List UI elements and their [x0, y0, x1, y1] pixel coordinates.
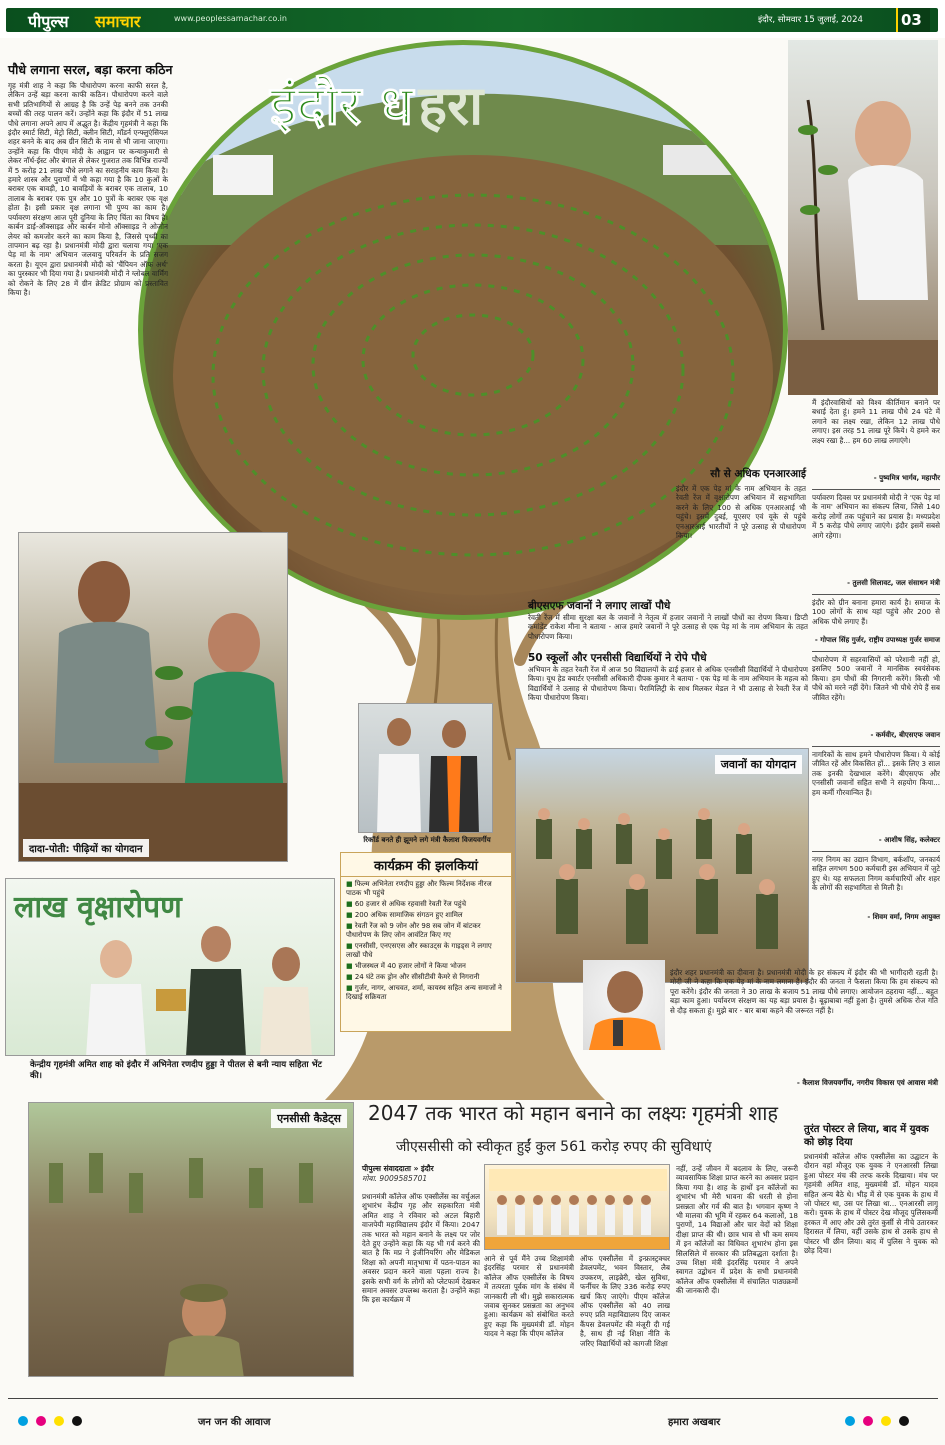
shah-hooda-caption: केन्द्रीय गृहमंत्री अमित शाह को इंदौर में अभिनेता रणदीप हुड्डा ने पीतल से बनी न्याय सहिता भेंट की।	[30, 1060, 322, 1081]
quote-author: - गोपाल सिंह गुर्जर, राष्ट्रीय उपाध्यक्ष गुर्जर समाज	[814, 636, 940, 644]
color-dot	[36, 1416, 46, 1426]
poster-story-headline: तुरंत पोस्टर ले लिया, बाद में युवक को छोड़ दिया	[804, 1124, 929, 1148]
quote-text: नागरिकों के साथ हमने पौधारोपण किया। ये कोई जीवित रहें और विकसित हों... इसके लिए 3 साल तक इनकी देखभाल करेंगे। बीएसएफ और एनसीसी जवानों सहित सभी ने सहयोग किया... हम कर्मी गौरवान्वित हैं।	[812, 750, 940, 797]
main-subheadline: जीएससीसी को स्वीकृत हुईं कुल 561 करोड़ रुपए की सुविधाएं	[396, 1139, 712, 1155]
nri-headline: सौ से अधिक एनआरआई	[710, 468, 806, 480]
bsf-body: रेवती रेंज में सीमा सुरक्षा बल के जवानों ने नेतृत्व में हजार जवानों ने लाखों पौधों का रोपण किया। डिप्टी कमांडेंट राकेश मीना ने बताया - आज हमारे जवानों ने पूरे उत्साह से एक पेड़ मां के नाम अभियान के तहत पौधारोपण किया।	[528, 613, 808, 641]
main-byline-block	[362, 1164, 480, 1184]
jawans-caption: जवानों का योगदान	[715, 755, 802, 774]
highlight-item: ■ रेवती रेंज को 9 जोन और 98 सब जोन में बांटकर पौधारोपण के लिए जोन आवंटित किए गए	[346, 922, 481, 939]
byline-sep: »	[413, 1164, 419, 1173]
ncc-cadets-caption: एनसीसी कैडेट्स	[271, 1109, 347, 1128]
quote-text: पर्यावरण दिवस पर प्रधानमंत्री मोदी ने 'एक पेड़ मां के नाम' अभियान का संकल्प लिया, जिसे 140 करोड़ लोगों तक पहुंचाने का प्रयास है। मध्यप्रदेश में 5 करोड़ पौधे लगाए जाएंगे। इंदौर इसमें सबसे आगे रहेगा।	[812, 493, 940, 540]
vijayvargiya-quote	[670, 968, 938, 1066]
footer-color-bar-right	[845, 1416, 935, 1428]
main-col-2: आने से पूर्व मैंने उच्च शिक्षामंत्री इंदरसिंह परमार से प्रधानमंत्री कॉलेज ऑफ एक्सीलेंस के विषय में तत्परता पूर्वक मांग के संबंध में जानकारी ली थी। मुझे सकारात्मक जवाब सुनकर प्रसन्नता का अनुभव हुआ। कार्यक्रम को संबोधित करते हुए कहा कि मुख्यमंत्री डॉ. मोहन यादव ने कहा कि पीएम कॉलेज	[484, 1254, 574, 1339]
bsf-box	[528, 600, 808, 650]
quote-text: मैं इंदौरवासियों को विश्व कीर्तिमान बनाने पर बधाई देता हूं। हमने 11 लाख पौधे 24 घंटे में लगाने का लक्ष्य रखा, लेकिन 12 लाख पौधे लगाए। इस तरह 51 लाख पूरे किये। ये हमने कर लक्ष्य रखा है... हम 60 लाख लगाएंगे।	[812, 398, 940, 445]
poster-story-body: प्रधानमंत्री कॉलेज ऑफ एक्सीलेंस का उद्घाटन के दौरान वहां मौजूद एक युवक ने एनआरसी लिखा हुआ पोस्टर मंच की तरफ करके दिखाया। मंच पर गृहमंत्री अमित शाह, मुख्यमंत्री डॉ. मोहन यादव सहित अन्य बैठे थे। भीड़ में से एक युवक के हाथ में जो पोस्टर था, उस पर लिखा था... एनआरसी लागू करो। युवक के हाथ में पोस्टर देख मौजूद पुलिसकर्मी हरकत में आए और उसे तुरंत कुर्सी से नीचे उतारकर हिरासत में लिया, वहीं उसके हाथ से उसके हाथ से पोस्टर भी छीन लिया। बाद में पुलिस ने युवक को छोड़ दिया।	[804, 1152, 938, 1256]
gscc-event-photo	[484, 1164, 670, 1250]
vijayvargiya-author: - कैलाश विजयवर्गीय, नगरीय विकास एवं आवास मंत्री	[796, 1078, 938, 1087]
nri-box	[676, 468, 806, 598]
quote-text: इंदौर को ग्रीन बनाना हमारा कार्य है। समाज के 100 लोगों के साथ यहां पहुंचे और 200 से अधिक पौधे लगाए हैं।	[812, 598, 940, 626]
right-quotes-column	[812, 398, 940, 1018]
masthead	[0, 0, 945, 38]
hero-title-part1: इंदौर ध	[270, 74, 414, 137]
highlight-item: ■ 200 अधिक सामाजिक संगठन हुए शामिल	[346, 911, 463, 919]
main-col-1: प्रधानमंत्री कॉलेज ऑफ एक्सीलेंस का वर्चुअल शुभारंभ केंद्रीय गृह और सहकारिता मंत्री अमित शाह ने रविवार को अटल बिहारी वाजपेयी महाविद्यालय इंदौर में किया। 2047 तक भारत को महान बनाने के लक्ष्य पर जोर देते हुए उन्होंने कहा कि यह भी गर्व करने की बात है कि मप्र ने इंजीनियरिंग और मेडिकल शिक्षा को अपनी मातृभाषा में पठन-पाठन का अवसर प्रदान करने वाला पहला राज्य है। इसके सभी वर्ग के लोगों को प्लेटफार्म देखकर समान अवसर उपलब्ध कराता है। उन्होंने कहा कि इस कार्यक्रम में	[362, 1192, 480, 1305]
footer-rule	[8, 1398, 938, 1399]
minister-dancing-photo	[358, 703, 493, 833]
highlight-item: ■ फिल्म अभिनेता रणदीप हुड्डा और फिल्म निर्देशक नीरज पाठक भी पहुंचे	[346, 880, 492, 897]
page-number: 03	[901, 11, 922, 29]
byline-city: इंदौर	[421, 1164, 434, 1173]
banner-text: लाख वृक्षारोपण	[14, 890, 182, 925]
ncc-cadets-photo	[28, 1102, 354, 1377]
shah-hooda-photo	[5, 878, 335, 1056]
color-dot	[863, 1416, 873, 1426]
quote-author: - पुष्यमित्र भार्गव, महापौर	[873, 474, 940, 482]
main-headline: 2047 तक भारत को महान बनाने का लक्ष्यः गृहमंत्री शाह	[368, 1101, 778, 1125]
bsf-headline: बीएसएफ जवानों ने लगाए लाखों पौधे	[528, 600, 671, 612]
quote-author: - तुलसी सिलावट, जल संसाधन मंत्री	[847, 579, 940, 587]
jawans-photo	[515, 748, 809, 983]
color-dot	[845, 1416, 855, 1426]
footer-color-bar-left	[18, 1416, 118, 1428]
ncc-schools-box	[528, 652, 808, 722]
left-story-body: गृह मंत्री शाह ने कहा कि पौधारोपण करना काफी सरल है, लेकिन उन्हें बड़ा करना काफी कठिन। पौधारोपण करने वाले सभी प्रतिभागियों से आग्रह है कि उन्हें पेड़ बनने तक उनकी बच्चों की तरह पालन करें। उन्होंने कहा कि इंदौर में 51 लाख पौधे लगाना अपने आप में अद्भुत है। केंद्रीय गृहमंत्री ने कहा कि इंदौर स्मार्ट सिटी, मेट्रो सिटी, क्लीन सिटी, मॉडर्न एन्फ्लुएंसियल शहर बनने के बाद अब ग्रीन सिटी के नाम से भी जाना जाएगा। उन्होंने कहा कि पीएम मोदी के आह्वान पर कन्याकुमारी से लेकर नॉर्थ-ईस्ट और बंगाल से लेकर गुजरात तक विभिन्न राज्यों में 5 करोड़ 21 लाख पौधे लगाने का सराहनीय काम किया है। हमारे शास्त्र और पुराणों में भी कहा गया है कि 10 कुओं के बराबर एक बावड़ी, 10 बावड़ियों के बराबर एक तालाब, 10 तालाब के बराबर एक पुत्र और 10 पुत्रों के बराबर एक वृक्ष होता है। इसी प्रकार वृक्ष लगाना भी पुण्य का काम है। पर्यावरण संरक्षण आज पूरी दुनिया के लिए चिंता का विषय है। कार्बन डाई-ऑक्साइड और कार्बन मोनो ऑक्साइड ने ओजोन लेयर को कमजोर करने का काम किया है, जिससे पृथ्वी का तापमान बढ़ रहा है। प्रधानमंत्री मोदी द्वारा चलाया गया 'एक पेड़ मां के नाम' अभियान जलवायु परिवर्तन के प्रति सजग करता है। यूएन द्वारा प्रधानमंत्री मोदी को 'चैंपियन ऑफ अर्थ' का पुरस्कार भी दिया गया है। प्रधानमंत्री मोदी ने ग्लोबल वार्मिंग को रोकने के लिए 28 में ग्रीन क्रेडिट प्रोग्राम को प्रस्तावित किया है।	[8, 81, 168, 297]
paper-name-peoples: पीपुल्स	[28, 12, 69, 31]
ncc-schools-body: अभियान के तहत रेवती रेंज में आज 50 विद्यालयों के ढाई हजार से अधिक एनसीसी विद्यार्थियों ने पौधारोपण किया। यूथ हेड क्वार्टर एनसीसी अधिकारी दीपक कुमार ने बताया - एक पेड़ मां के नाम अभियान के महत्व को विद्यार्थियों ने उत्साह से पौधारोपण किया। पैरामिलिट्री के साथ मिलकर मेडल ने भी उत्साह से रेवती रेंज में किया पौधारोपण किया।	[528, 665, 808, 703]
highlights-title: कार्यक्रम की झलकियां	[341, 853, 511, 877]
quote-author: - शिवम वर्मा, निगम आयुक्त	[867, 913, 940, 921]
paper-name-samachar: समाचार	[95, 12, 141, 31]
hero-title	[270, 66, 483, 140]
left-story-headline: पौधे लगाना सरल, बड़ा करना कठिन	[8, 62, 173, 77]
quote-author: - कर्मवीर, बीएसएफ जवान	[870, 731, 940, 739]
color-dot	[899, 1416, 909, 1426]
nri-body: इंदौर में एक पेड़ मां के नाम अभियान के तहत रेवती रेंज में वृक्षारोपण अभियान में सहभागिता करने के लिए 100 से अधिक एनआरआई भी पहुंचे। इसमें दुबई, यूएसए एवं यूके से पहुंचे एनआरआई भारतीयों ने पूरे उत्साह से पौधारोपण किया।	[676, 484, 806, 541]
website-url[interactable]: www.peoplessamachar.co.in	[174, 14, 287, 23]
hero-title-part2: हरा	[418, 74, 484, 137]
grandparent-photo	[18, 532, 288, 862]
grandparent-caption: दादा-पोती: पीढ़ियों का योगदान	[23, 839, 149, 857]
ncc-schools-headline: 50 स्कूलों और एनसीसी विद्यार्थियों ने रोपे पौधे	[528, 652, 707, 664]
color-dot	[18, 1416, 28, 1426]
highlights-box	[340, 852, 512, 1032]
poster-story	[804, 1124, 938, 1386]
quote-text: पौधारोपण में सहरवासियों को परेशानी नहीं हो, इसलिए 500 जवानों ने मानसिक स्वयंसेवक किया। हम पौधों की निगरानी करेंगे। किसी भी पौधे को मरने नहीं देंगे। जितने भी पौधे रोपे हैं सब जीवित रहेंगे।	[812, 655, 940, 702]
minister-caption: रिकॉर्ड बनते ही झूमने लगे मंत्री कैलाश विजयवर्गीय	[363, 836, 491, 844]
color-dot	[54, 1416, 64, 1426]
quote-block	[812, 651, 940, 740]
byline: पीपुल्स संवाददाता	[362, 1164, 411, 1173]
vijayvargiya-portrait	[583, 960, 665, 1050]
color-dot	[881, 1416, 891, 1426]
highlight-item: ■ 24 घंटे तक ड्रोन और सीसीटीवी कैमरे से निगरानी	[346, 973, 480, 981]
footer-left-slogan: जन जन की आवाज	[198, 1417, 271, 1428]
vijayvargiya-quote-text: इंदौर शहर प्रधानमंत्री का दीवाना है। प्रधानमंत्री मोदी के हर संकल्प में इंदौर की भी भागीदारी रहती है। मोदी जी ने कहा कि एक पेड़ मां के नाम लगाना है। इंदौर की जनता ने फैसला किया कि हम संकल्प को पूरा करेंगे। इंदौर की जनता ने 30 लाख के बजाय 51 लाख पौधे लगाए। आयोजन ठहराया नहीं... बहुत बड़ा काम हुआ। पर्यावरण संरक्षण का यह बड़ा प्रयास है। बूढ़ाबाबा नहीं हुआ है। तुमसे अधिक रोज गति से दौड़ सकता हूं। मुझे बार - बार बाबा कहने की जरूरत नहीं है।	[670, 968, 938, 1015]
highlights-list	[341, 877, 511, 1005]
quote-block	[812, 746, 940, 845]
main-col-4: नहीं, उन्हें जीवन में बदलाव के लिए, जरूरी व्यावसायिक शिक्षा प्राप्त करने का अवसर प्रदान किया गया है। शाह के हाथों इन कॉलेजों का शुभारंभ भी मेरी भावना की धरती से होना प्रसन्नता और गर्व की बात है। भगवान कृष्ण ने भी मालवा की भूमि में रहकर 64 कलाओं, 18 पुराणों, 14 विद्याओं और चार वेदों को शिक्षा दीक्षा प्राप्त की थी। छात्र भाव से भी कम समय में इन कॉलेजों का विधिवत शुभारंभ होना इस सिलसिले में सरकार की प्रतिबद्धता दर्शाता है। उच्च शिक्षा मंत्री इंदरसिंह परमार ने अपने स्वागत उद्बोधन में प्रदेश के सभी प्रधानमंत्री कॉलेज ऑफ एक्सीलेंस में संचालित पाठ्यक्रमों की जानकारी दी।	[676, 1164, 798, 1296]
quote-author: - आशीष सिंह, कलेक्टर	[878, 836, 940, 844]
color-dot	[72, 1416, 82, 1426]
main-col-3: ऑफ एक्सीलेंस में इन्फ्रास्ट्रक्चर डेवलपमेंट, भवन विस्तार, लैब उपकरण, लाइब्रेरी, खेल सुविधा, फर्नीचर के लिए 336 करोड़ रुपए खर्च किए जाएंगे। पीएम कॉलेज ऑफ एक्सीलेंस को 40 लाख रुपए प्रति महाविद्यालय दिए जाकर कैंपस डेवलपमेंट की मंजूरी दी गई है, साथ ही नई शिक्षा नीति के जरिए विद्यार्थियों को कागजी शिक्षा	[580, 1254, 670, 1348]
quote-text: नगर निगम का उद्यान विभाग, बर्कशॉप, जनकार्य सहित लगभग 500 कर्मचारी इस अभियान में जुटे हुए थे। यह सफलता निगम कर्मचारियों और शहर के लोगों की सहभागिता से मिली है।	[812, 855, 940, 893]
quote-block	[812, 489, 940, 588]
highlight-item: ■ एनसीसी, एनएसएस और स्काउट्स के गाइड्स ने लगाए लाखों पौधे	[346, 942, 492, 959]
quote-block	[812, 398, 940, 483]
byline-mobile: मोबा. 9009585701	[362, 1174, 428, 1183]
quote-block	[812, 851, 940, 922]
quote-block	[812, 594, 940, 645]
woman-planting-photo	[788, 40, 938, 395]
highlight-item: ■ भीजस्थल में 40 हजार लोगों ने किया भोजन	[346, 962, 466, 970]
highlight-item: ■ गुर्जर, नागर, आचवत, शर्मा, कायस्थ सहित अन्य समाजों ने दिखाई सक्रियता	[346, 984, 502, 1001]
left-story	[8, 62, 233, 518]
highlight-item: ■ 60 हजार से अधिक रहवासी रेवती रेंज पहुंचे	[346, 900, 467, 908]
dateline: इंदौर, सोमवार 15 जुलाई, 2024	[758, 15, 863, 25]
footer-right-slogan: हमारा अखबार	[668, 1417, 721, 1428]
